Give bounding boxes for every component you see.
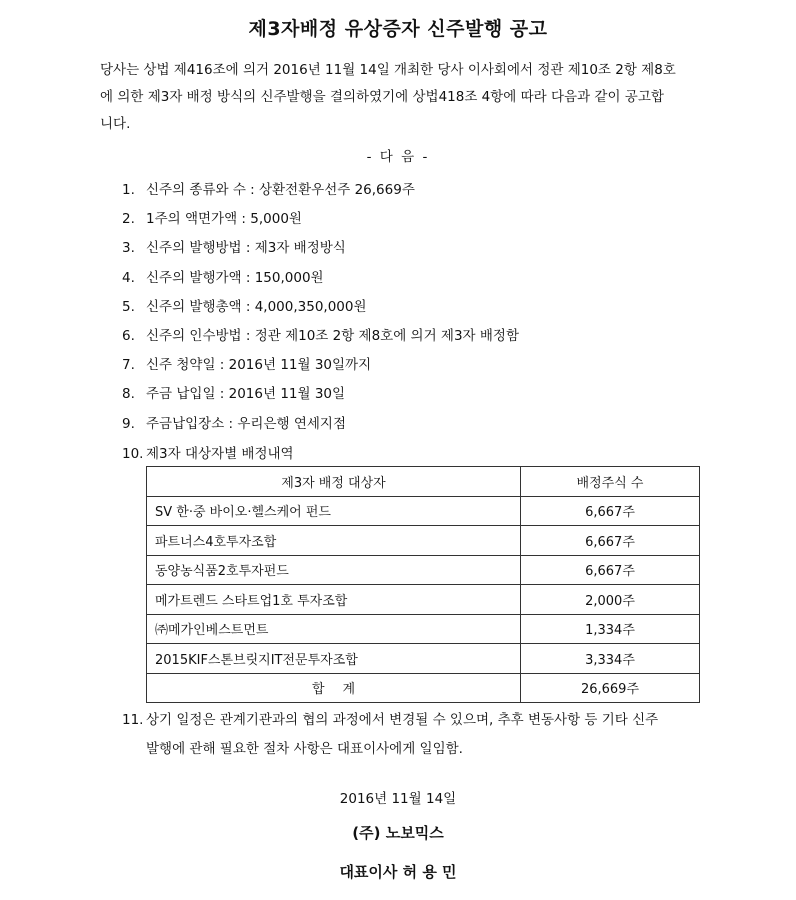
table-total-row [147,673,700,703]
item-text: 신주의 발행방법 : 제3자 배정방식 [146,240,346,257]
item-text: 신주의 발행가액 : 150,000원 [146,269,324,286]
share-count: 6,667주 [521,555,700,585]
intro-paragraph [100,57,700,138]
item-text: 신주의 종류와 수 : 상환전환우선주 26,669주 [146,182,415,198]
section-heading: - 다 음 - [366,149,430,165]
table-header-row [147,467,700,497]
total-shares: 26,669주 [521,673,700,703]
item-text: 주금 납입일 : 2016년 11월 30일 [146,386,346,403]
table-row [147,555,700,585]
table-row [147,644,700,674]
share-count: 1,334주 [521,614,700,644]
list-item [122,297,712,326]
list-item [122,326,712,355]
share-count: 2,000주 [521,585,700,615]
table-row [147,526,700,556]
table-row [147,585,700,615]
allocation-table [146,466,700,703]
item-text: 신주 청약일 : 2016년 11월 30일까지 [146,357,372,374]
share-count: 3,334주 [521,644,700,674]
header-shares: 배정주식 수 [521,467,700,497]
item-number: 9. [122,415,135,432]
intro-line: 니다. [100,116,131,132]
list-item [122,180,712,209]
recipient-name: 동양농식품2호투자펀드 [147,555,521,585]
recipient-name: ㈜메가인베스트먼트 [147,614,521,644]
table-row [147,614,700,644]
ceo-name: 대표이사 허 용 민 [339,863,457,881]
item-number: 5. [122,298,135,315]
list-item [122,414,712,443]
item-number: 6. [122,327,135,344]
recipient-name: 2015KIF스톤브릿지IT전문투자조합 [147,644,521,674]
item-text: 제3자 대상자별 배정내역 [146,446,294,462]
notice-date: 2016년 11월 14일 [339,791,457,807]
share-count: 6,667주 [521,526,700,556]
item-text-continued: 발행에 관해 필요한 절차 사항은 대표이사에게 일임함. [146,741,463,757]
total-label: 합계 [147,673,521,703]
items-list [122,180,712,443]
item-number: 7. [122,357,135,374]
table-row [147,496,700,526]
item-number: 3. [122,240,135,257]
item-number: 11. [122,712,144,728]
item-number: 8. [122,386,135,403]
item-text: 신주의 인수방법 : 정관 제10조 2항 제8호에 의거 제3자 배정함 [146,327,520,344]
list-item [122,238,712,267]
item-text: 주금납입장소 : 우리은행 연세지점 [146,415,346,432]
intro-line: 당사는 상법 제416조에 의거 2016년 11월 14일 개최한 당사 이사회에서 정관 제10조 2항 제8호 [100,62,676,78]
item-text: 상기 일정은 관계기관과의 협의 과정에서 변경될 수 있으며, 추후 변동사항 등 기타 신주 [146,712,659,728]
recipient-name: SV 한·중 바이오·헬스케어 펀드 [147,496,521,526]
recipient-name: 파트너스4호투자조합 [147,526,521,556]
header-recipient: 제3자 배정 대상자 [147,467,521,497]
list-item-allocation [122,442,294,462]
item-text: 1주의 액면가액 : 5,000원 [146,211,302,228]
item-number: 4. [122,269,135,286]
intro-line: 에 의한 제3자 배정 방식의 신주발행을 결의하였기에 상법418조 4항에 따라 다음과 같이 공고합 [100,89,664,105]
list-item [122,355,712,384]
notice-title: 제3자배정 유상증자 신주발행 공고 [248,18,548,40]
list-item-note [122,706,702,764]
share-count: 6,667주 [521,496,700,526]
item-number: 10. [122,446,144,462]
company-name: (주) 노보믹스 [352,824,444,842]
item-text: 신주의 발행총액 : 4,000,350,000원 [146,298,367,315]
recipient-name: 메가트렌드 스타트업1호 투자조합 [147,585,521,615]
list-item [122,384,712,413]
list-item [122,268,712,297]
list-item [122,209,712,238]
item-number: 1. [122,182,135,198]
item-number: 2. [122,211,135,228]
